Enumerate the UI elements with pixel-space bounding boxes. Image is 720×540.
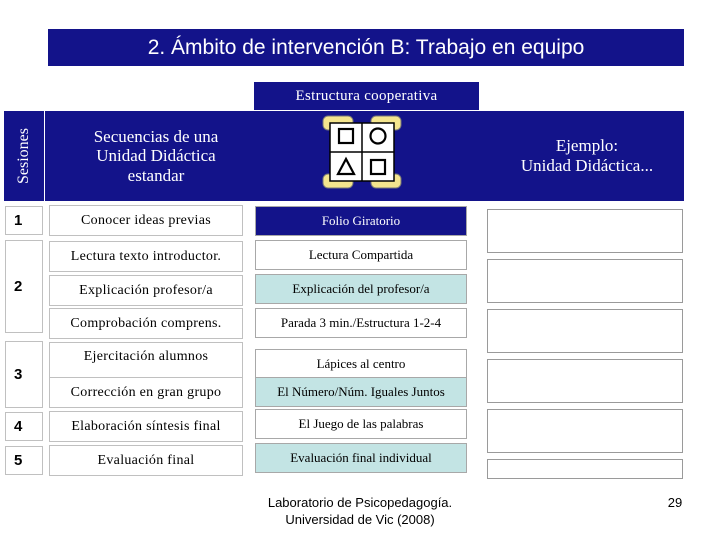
sessions-header — [4, 111, 44, 201]
activity-cell: Conocer ideas previas — [49, 205, 243, 236]
example-box — [487, 259, 683, 303]
header-divider — [44, 111, 45, 201]
session-number: 4 — [5, 412, 43, 441]
sessions-header-label: Sesiones — [15, 128, 32, 184]
structure-column-header: Estructura cooperativa — [254, 82, 479, 110]
structure-cell: Folio Giratorio — [255, 206, 467, 236]
structure-cell: Evaluación final individual — [255, 443, 467, 473]
activity-cell: Explicación profesor/a — [49, 275, 243, 306]
example-box — [487, 309, 683, 353]
structure-cell: Explicación del profesor/a — [255, 274, 467, 304]
structure-cell: Parada 3 min./Estructura 1-2-4 — [255, 308, 467, 338]
activity-cell: Corrección en gran grupo — [49, 377, 243, 408]
structure-cell: El Juego de las palabras — [255, 409, 467, 439]
slide-title: 2. Ámbito de intervención B: Trabajo en equipo — [48, 29, 684, 66]
structure-cell: Lectura Compartida — [255, 240, 467, 270]
example-box — [487, 359, 683, 403]
example-header: Ejemplo: Unidad Didáctica... — [520, 135, 654, 175]
footer-credit: Laboratorio de Psicopedagogía. Universidad de Vic (2008) — [267, 495, 453, 527]
page-number: 29 — [667, 495, 683, 510]
sequence-header: Secuencias de una Unidad Didáctica estandar — [93, 126, 219, 185]
activity-cell: Comprobación comprens. — [49, 308, 243, 339]
session-number: 5 — [5, 446, 43, 475]
example-box — [487, 209, 683, 253]
structure-cell: El Número/Núm. Iguales Juntos — [255, 377, 467, 407]
session-number: 1 — [5, 206, 43, 235]
activity-cell: Evaluación final — [49, 445, 243, 476]
session-number: 3 — [5, 341, 43, 408]
cooperative-table-icon — [318, 115, 406, 189]
activity-cell: Elaboración síntesis final — [49, 411, 243, 442]
activity-cell: Lectura texto introductor. — [49, 241, 243, 272]
activity-cell: Ejercitación alumnos — [49, 342, 243, 378]
session-number: 2 — [5, 240, 43, 333]
structure-cell: Lápices al centro — [255, 349, 467, 379]
example-box — [487, 459, 683, 479]
example-box — [487, 409, 683, 453]
